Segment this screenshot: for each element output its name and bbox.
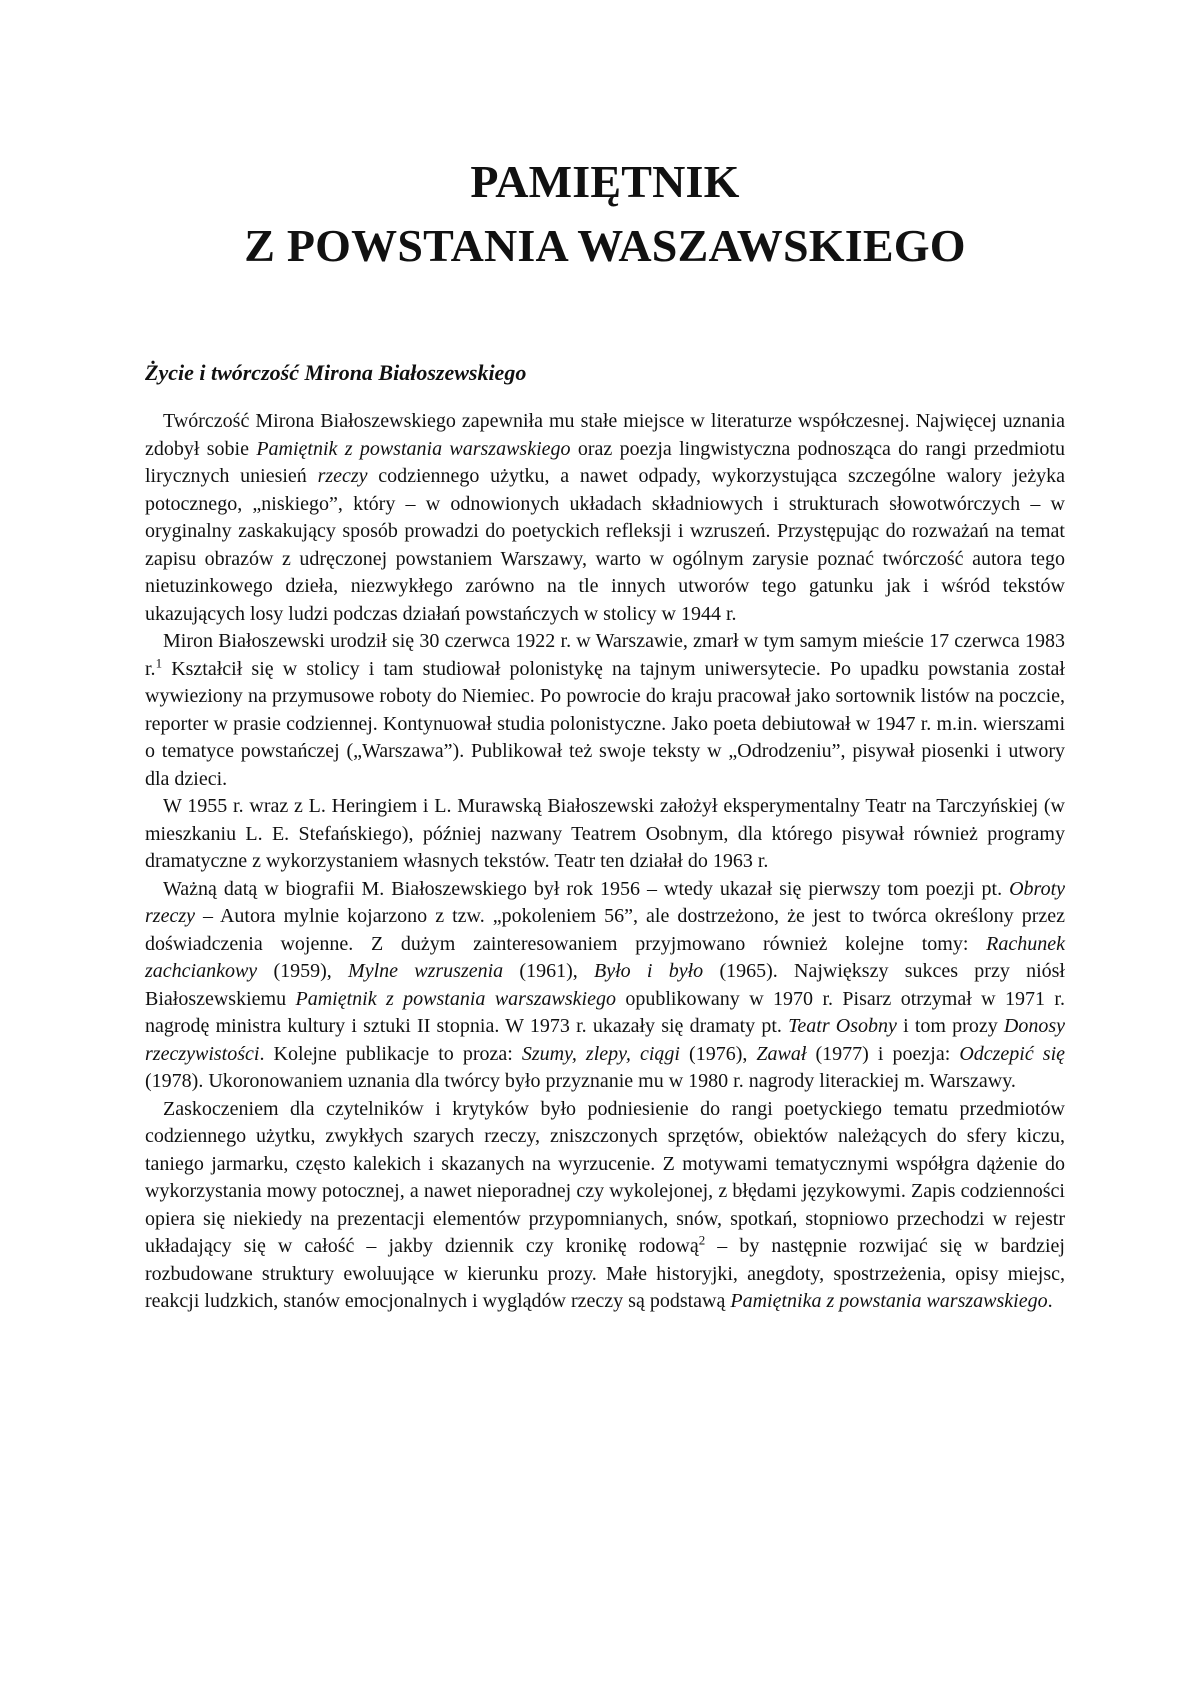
document-title	[145, 150, 1065, 278]
title-line-2: Z POWSTANIA WASZAWSKIEGO	[244, 220, 966, 271]
paragraph-2: Miron Białoszewski urodził się 30 czerwca 1922 r. w Warszawie, zmarł w tym samym mieście 17 czerwca 1983 r.$^1$ Kształcił się w stolicy i tam studiował polonistykę na tajnym uniwersytecie. Po upadku powstania został wywieziony na przymusowe roboty do Niemiec. Po powrocie do kraju pracował jako sortownik listów na poczcie, reporter w prasie codziennej. Kontynuował studia polonistyczne. Jako poeta debiutował w 1947 r. m.in. wierszami o tematyce powstańczej („Warszawa”). Publikował też swoje teksty w „Odrodzeniu”, pisywał piosenki i utwory dla dzieci.	[145, 630, 1065, 790]
title-line-1: PAMIĘTNIK	[470, 156, 740, 207]
footnote-marker-1: 1	[155, 654, 163, 670]
document-page	[145, 150, 1065, 1316]
paragraph-1: Twórczość Mirona Białoszewskiego zapewniła mu stałe miejsce w literaturze współczesnej. Najwięcej uznania zdobył sobie Pamiętnik z powstania warszawskiego oraz poezja lingwistyczna podnosząca do rangi przedmiotu lirycznych uniesień rzeczy codziennego użytku, a nawet odpady, wykorzystująca szczególne walory jeżyka potocznego, „niskiego”, który – w odnowionych układach składniowych i strukturach słowotwórczych – w oryginalny zaskakujący sposób prowadzi do poetyckich refleksji i wzruszeń. Przystępując do rozważań na temat zapisu obrazów z udręczonej powstaniem Warszawy, warto w ogólnym zarysie poznać twórczość autora tego nietuzinkowego dzieła, niezwykłego zarówno na tle innych utworów tego gatunku jak i wśród tekstów ukazujących losy ludzi podczas działań powstańczych w stolicy w 1944 r.	[145, 410, 1065, 625]
paragraph-4: Ważną datą w biografii M. Białoszewskiego był rok 1956 – wtedy ukazał się pierwszy tom poezji pt. Obroty rzeczy – Autora mylnie kojarzono z tzw. „pokoleniem 56”, ale dostrzeżono, że jest to twórca określony przez doświadczenia wojenne. Z dużym zainteresowaniem przyjmowano również kolejne tomy: Rachunek zachciankowy (1959), Mylne wzruszenia (1961), Było i było (1965). Największy sukces przy niósł Białoszewskiemu Pamiętnik z powstania warszawskiego opublikowany w 1970 r. Pisarz otrzymał w 1971 r. nagrodę ministra kultury i sztuki II stopnia. W 1973 r. ukazały się dramaty pt. Teatr Osobny i tom prozy Donosy rzeczywistości. Kolejne publikacje to proza: Szumy, zlepy, ciągi (1976), Zawał (1977) i poezja: Odczepić się (1978). Ukoronowaniem uznania dla twórcy było przyznanie mu w 1980 r. nagrody literackiej m. Warszawy.	[145, 877, 1066, 1092]
paragraph-5: Zaskoczeniem dla czytelników i krytyków było podniesienie do rangi poetyckiego tematu przedmiotów codziennego użytku, zwykłych szarych rzeczy, zniszczonych sprzętów, obiektów należących do sfery kiczu, taniego jarmarku, często kalekich i skazanych na wyrzucenie. Z motywami tematycznymi współgra dążenie do wykorzystania mowy potocznej, a nawet nieporadnej czy wykolejonej, z błędami językowymi. Zapis codzienności opiera się niekiedy na prezentacji elementów przypomnianych, snów, spotkań, stopniowo przechodzi w rejestr układający się w całość – jakby dziennik czy kronikę rodową$^2$ – by następnie rozwijać się w bardziej rozbudowane struktury ewoluujące w kierunku prozy. Małe historyjki, anegdoty, spostrzeżenia, opisy miejsc, reakcji ludzkich, stanów emocjonalnych i wyglądów rzeczy są podstawą Pamiętnika z powstania warszawskiego.	[145, 1097, 1065, 1312]
section-heading: Życie i twórczość Mirona Białoszewskiego	[145, 360, 527, 385]
paragraph-3: W 1955 r. wraz z L. Heringiem i L. Murawską Białoszewski założył eksperymentalny Teatr na Tarczyńskiej (w mieszkaniu L. E. Stefańskiego), później nazwany Teatrem Osobnym, dla którego pisywał również programy dramatyczne z wykorzystaniem własnych tekstów. Teatr ten działał do 1963 r.	[145, 795, 1065, 872]
footnote-marker-2: 2	[698, 1232, 706, 1248]
